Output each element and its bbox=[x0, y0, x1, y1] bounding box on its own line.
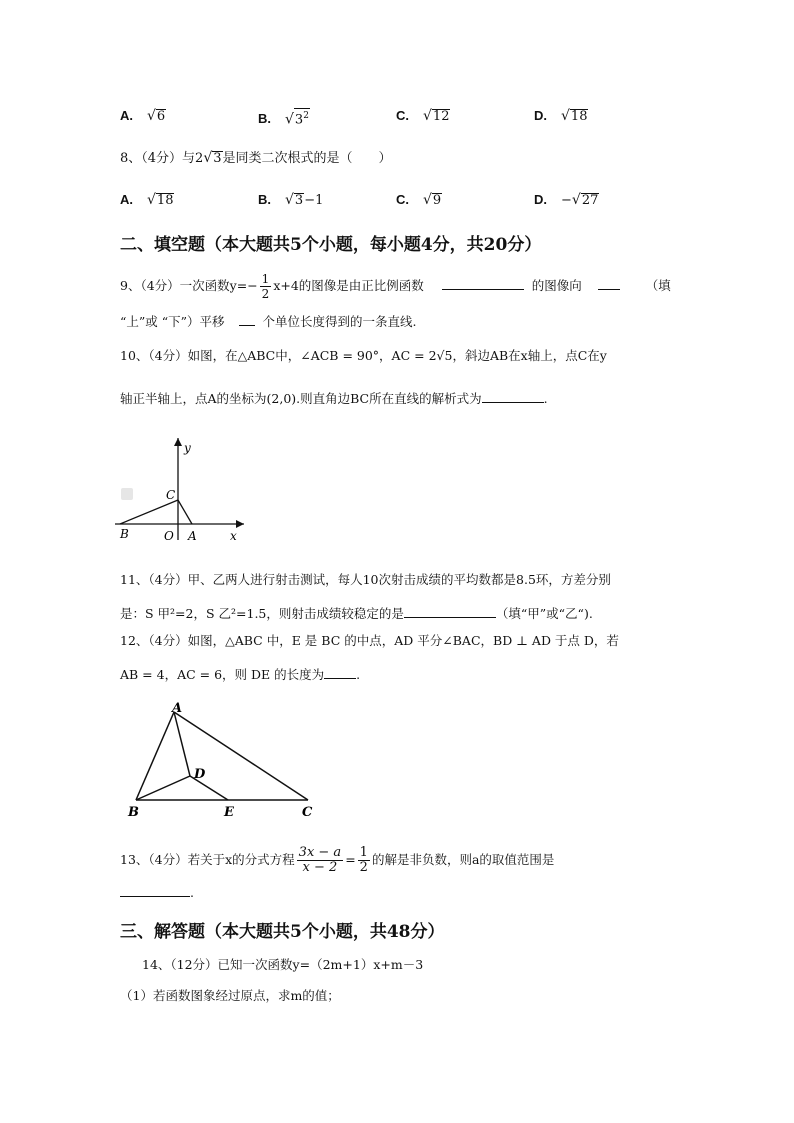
q8-option-d: D. −√27 bbox=[534, 192, 599, 208]
radicand: 3 bbox=[294, 112, 304, 128]
label-o: O bbox=[164, 529, 174, 543]
label-c: C bbox=[166, 488, 176, 502]
label-b: B bbox=[128, 805, 139, 820]
q12-line1: 12、（4分）如图，△ABC 中，E 是 BC 的中点，AD 平分∠BAC，BD ⊥ AD 于点 D，若 bbox=[120, 633, 619, 648]
q14-line1: 14、（12分）已知一次函数y=（2m+1）x+m－3 bbox=[142, 957, 424, 972]
radicand: 18 bbox=[570, 109, 588, 124]
exponent: 2 bbox=[303, 111, 309, 121]
q9-blank-3[interactable] bbox=[239, 311, 255, 326]
radicand: 12 bbox=[432, 109, 450, 124]
q10-answer-blank[interactable] bbox=[482, 388, 544, 403]
q10-figure bbox=[112, 430, 257, 550]
option-label: C. bbox=[396, 108, 409, 123]
q7-option-c: C. √12 bbox=[396, 108, 450, 124]
segment-ca bbox=[178, 500, 192, 524]
q9-line1: 9、（4分）一次函数y=− $\frac{1}{2}$ x+4的图像是由正比例函数 的图像向 （填 bbox=[120, 272, 671, 301]
q14-line2: （1）若函数图象经过原点，求m的值； bbox=[120, 988, 340, 1003]
option-label: B. bbox=[258, 111, 271, 127]
label-e: E bbox=[224, 805, 234, 820]
section-2-heading: 二、填空题（本大题共5个小题，每小题4分，共20分） bbox=[120, 235, 542, 255]
q12-line2: AB = 4，AC = 6，则 DE 的长度为 . bbox=[120, 664, 360, 685]
y-axis-arrow bbox=[174, 438, 182, 446]
q7-option-b: B. $√3^2$ bbox=[258, 108, 310, 127]
radicand: 6 bbox=[156, 109, 166, 124]
segment-ab bbox=[136, 712, 174, 800]
q9-line2: “上”或 “下”）平移 个单位长度得到的一条直线. bbox=[120, 311, 417, 332]
label-d: D bbox=[194, 767, 206, 782]
label-x: x bbox=[230, 529, 237, 543]
q9-fraction: $\frac{1}{2}$ bbox=[261, 272, 270, 301]
q13-fraction-1: $\frac{3x - a}{x - 2}$ bbox=[298, 845, 342, 875]
segment-ac bbox=[174, 712, 308, 800]
q8-option-b: B. √3−1 bbox=[258, 192, 324, 208]
q9-blank-2[interactable] bbox=[598, 275, 620, 290]
q12-figure bbox=[122, 700, 322, 825]
label-a: A bbox=[188, 529, 197, 543]
q13-line2: . bbox=[120, 882, 194, 903]
q12-answer-blank[interactable] bbox=[324, 664, 356, 679]
q7-option-d: D. √18 bbox=[534, 108, 588, 124]
q13-line1: 13、（4分）若关于x的分式方程 $\frac{3x - a}{x - 2}$ = $\frac{1}{2}$ 的解是非负数，则a的取值范围是 bbox=[120, 845, 555, 875]
q9-blank-1[interactable] bbox=[442, 275, 524, 290]
q8-option-a: A. √18 bbox=[120, 192, 174, 208]
q11-answer-blank[interactable] bbox=[404, 603, 496, 618]
x-axis-arrow bbox=[236, 520, 244, 528]
q7-option-a: A. √6 bbox=[120, 108, 166, 124]
q8-question: 8、（4分）与2√3是同类二次根式的是（ ） bbox=[120, 150, 392, 166]
q13-answer-blank[interactable] bbox=[120, 882, 190, 897]
q10-line2: 轴正半轴上，点A的坐标为(2,0).则直角边BC所在直线的解析式为 . bbox=[120, 388, 548, 409]
option-label: A. bbox=[120, 108, 133, 123]
q8-option-c: C. √9 bbox=[396, 192, 442, 208]
label-a: A bbox=[172, 701, 183, 716]
q11-line2: 是：S 甲²=2，S 乙²=1.5，则射击成绩较稳定的是 （填“甲”或“乙“). bbox=[120, 603, 593, 624]
figure-placeholder-square bbox=[121, 488, 133, 500]
label-c: C bbox=[302, 805, 313, 820]
q10-line1: 10、（4分）如图，在△ABC中，∠ACB = 90°，AC = 2√5，斜边AB在x轴上，点C在y bbox=[120, 348, 607, 363]
section-3-heading: 三、解答题（本大题共5个小题，共48分） bbox=[120, 922, 445, 942]
q13-fraction-2: $\frac{1}{2}$ bbox=[359, 845, 368, 875]
segment-bc bbox=[120, 500, 178, 524]
q11-line1: 11、（4分）甲、乙两人进行射击测试，每人10次射击成绩的平均数都是8.5环，方差分别 bbox=[120, 572, 611, 587]
label-y: y bbox=[184, 441, 191, 455]
label-b: B bbox=[120, 527, 129, 541]
option-label: D. bbox=[534, 108, 547, 123]
